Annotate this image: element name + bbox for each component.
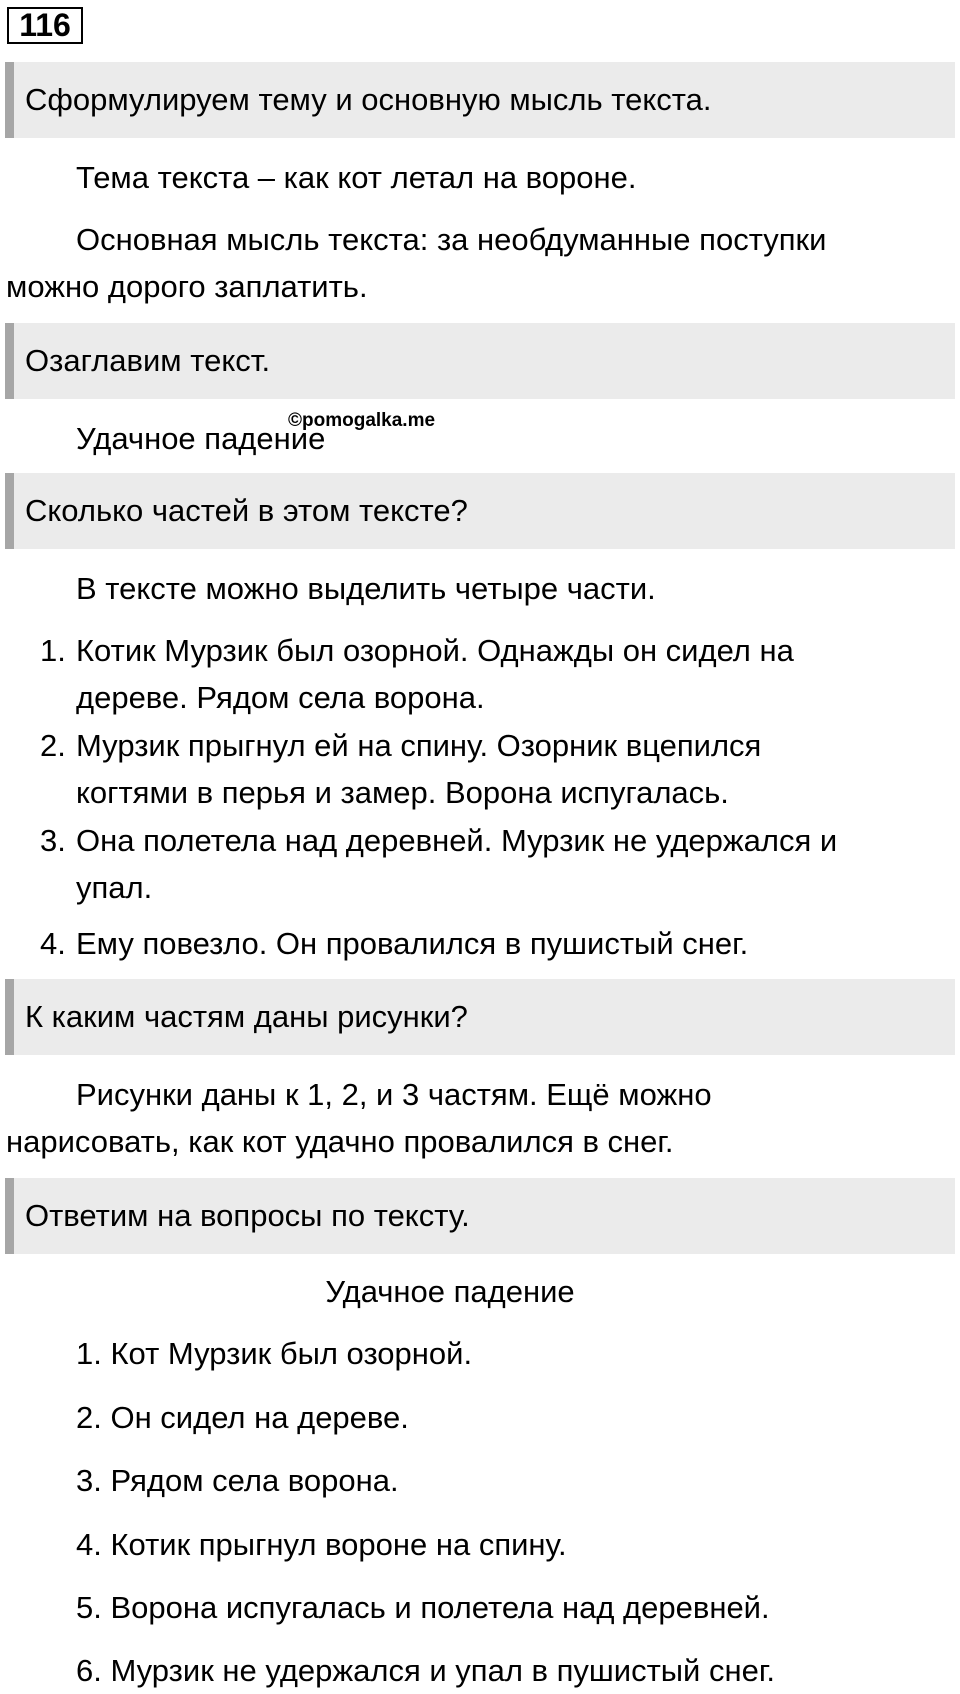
- question-bar-title: Озаглавим текст.: [5, 323, 955, 399]
- task-number: 116: [7, 7, 83, 44]
- main-idea-line-1: Основная мысль текста: за необдуманные поступки: [76, 222, 827, 257]
- theme-answer: Тема текста – как кот летал на вороне.: [76, 160, 637, 195]
- main-idea-line-2: можно дорого заплатить.: [6, 269, 368, 304]
- watermark: ©pomogalka.me: [288, 410, 436, 431]
- answer-item: 1. Кот Мурзик был озорной.: [76, 1336, 473, 1371]
- question-bar-parts: Сколько частей в этом тексте?: [5, 473, 955, 549]
- answer-item: 5. Ворона испугалась и полетела над деревней.: [76, 1590, 770, 1625]
- answer-item: 4. Котик прыгнул вороне на спину.: [76, 1527, 567, 1562]
- part-text-line: когтями в перья и замер. Ворона испугалась.: [76, 775, 729, 810]
- pictures-answer-line-1: Рисунки даны к 1, 2, и 3 частям. Ещё можно: [76, 1077, 712, 1112]
- answer-item: 3. Рядом села ворона.: [76, 1463, 399, 1498]
- pictures-answer-line-2: нарисовать, как кот удачно провалился в снег.: [6, 1124, 674, 1159]
- parts-intro: В тексте можно выделить четыре части.: [76, 571, 656, 606]
- question-bar-answers: Ответим на вопросы по тексту.: [5, 1178, 955, 1254]
- question-bar-pictures: К каким частям даны рисунки?: [5, 979, 955, 1055]
- part-number: 3.: [40, 823, 66, 858]
- question-bar-theme: Сформулируем тему и основную мысль текста.: [5, 62, 955, 138]
- part-text-line: упал.: [76, 870, 153, 905]
- part-text-line: дереве. Рядом села ворона.: [76, 680, 485, 715]
- part-number: 1.: [40, 633, 66, 668]
- part-text-line: Котик Мурзик был озорной. Однажды он сидел на: [76, 633, 794, 668]
- part-text-line: Ему повезло. Он провалился в пушистый снег.: [76, 926, 749, 961]
- title-answer: Удачное падение: [76, 421, 326, 456]
- answers-title: Удачное падение: [325, 1274, 575, 1309]
- part-number: 2.: [40, 728, 66, 763]
- answer-item: 6. Мурзик не удержался и упал в пушистый снег.: [76, 1653, 775, 1688]
- part-text-line: Мурзик прыгнул ей на спину. Озорник вцепился: [76, 728, 762, 763]
- part-number: 4.: [40, 926, 66, 961]
- part-text-line: Она полетела над деревней. Мурзик не удержался и: [76, 823, 838, 858]
- answer-item: 2. Он сидел на дереве.: [76, 1400, 409, 1435]
